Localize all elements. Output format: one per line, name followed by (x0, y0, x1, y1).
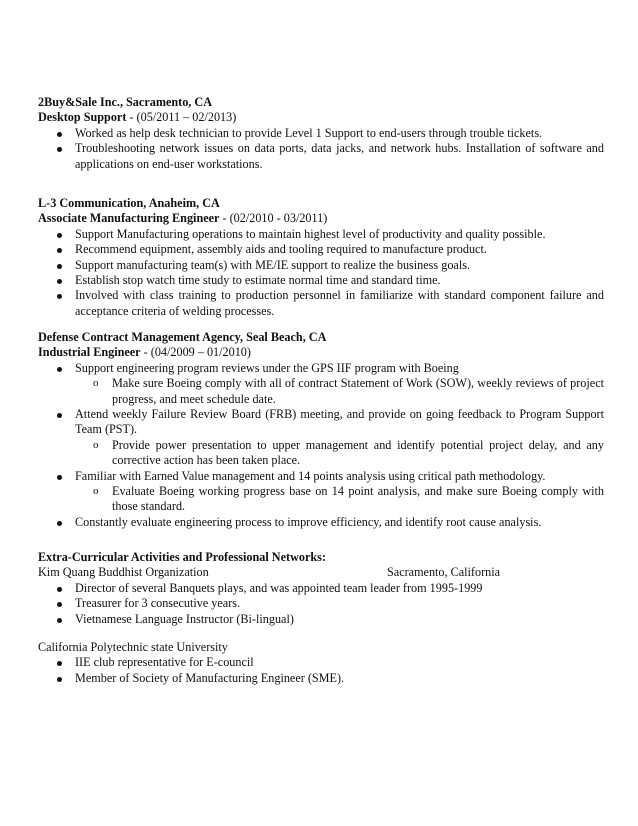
company-heading: 2Buy&Sale Inc., Sacramento, CA (38, 95, 213, 109)
job-title: Desktop Support (38, 110, 127, 125)
sub-duty-list (75, 484, 604, 515)
job-dates: - (02/2010 - 03/2011) (219, 211, 328, 226)
activity-item: Treasurer for 3 consecutive years. (38, 596, 604, 611)
extra-curricular-section (38, 550, 604, 627)
activity-list (38, 581, 604, 627)
section-heading: Extra-Curricular Activities and Professional Networks: (38, 550, 326, 564)
company-heading: Defense Contract Management Agency, Seal Beach, CA (38, 330, 327, 344)
job-dates: - (05/2011 – 02/2013) (126, 110, 237, 125)
job-dates: - (04/2009 – 01/2010) (140, 345, 251, 360)
duty-text: Attend weekly Failure Review Board (FRB) meeting, and provide on going feedback to Program Support Team (PST). (75, 407, 604, 437)
company-heading: L-3 Communication, Anaheim, CA (38, 196, 220, 210)
duty-list (38, 227, 604, 319)
org-location: Sacramento, California (387, 565, 501, 580)
duty-item: Involved with class training to production personnel in familiarize with standard component failure and acceptance criteria of welding processes. (38, 288, 604, 319)
org-line (38, 565, 604, 580)
duty-item (38, 469, 604, 515)
activity-item: IIE club representative for E-council (38, 655, 604, 670)
sub-duty-list (75, 438, 604, 469)
job-title-line (38, 345, 604, 360)
duty-item: Troubleshooting network issues on data ports, data jacks, and network hubs. Installation of software and applications on end-user workstations. (38, 141, 604, 172)
org-name: Kim Quang Buddhist Organization (38, 565, 209, 580)
duty-list (38, 126, 604, 172)
org-name: California Polytechnic state University (38, 640, 228, 654)
activity-item: Vietnamese Language Instructor (Bi-lingual) (38, 612, 604, 627)
sub-duty-item: o Make sure Boeing comply with all of contract Statement of Work (SOW), weekly reviews of project progress, and meet schedule date. (75, 376, 604, 407)
cal-poly-section (38, 640, 604, 686)
duty-item: Worked as help desk technician to provide Level 1 Support to end-users through trouble tickets. (38, 126, 604, 141)
activity-list (38, 655, 604, 686)
sub-duty-list (75, 376, 604, 407)
sub-duty-item: o Evaluate Boeing working progress base on 14 point analysis, and make sure Boeing comply with those standard. (75, 484, 604, 515)
activity-item: Director of several Banquets plays, and was appointed team leader from 1995-1999 (38, 581, 604, 596)
duty-item: Recommend equipment, assembly aids and tooling required to manufacture product. (38, 242, 604, 257)
activity-item: Member of Society of Manufacturing Engineer (SME). (38, 671, 604, 686)
job-title: Industrial Engineer (38, 345, 141, 360)
duty-item: Establish stop watch time study to estimate normal time and standard time. (38, 273, 604, 288)
job-2buysale (38, 95, 604, 172)
job-title-line (38, 110, 604, 125)
duty-item (38, 407, 604, 469)
duty-item: Support manufacturing team(s) with ME/IE support to realize the business goals. (38, 258, 604, 273)
duty-text: Support engineering program reviews under the GPS IIF program with Boeing (75, 360, 459, 375)
sub-duty-item: o Provide power presentation to upper management and identify potential project delay, and any corrective action has been taken place. (75, 438, 604, 469)
duty-item (38, 361, 604, 407)
duty-text: Familiar with Earned Value management and 14 points analysis using critical path methodology. (75, 468, 546, 483)
job-dcma (38, 330, 604, 530)
job-l3 (38, 196, 604, 319)
duty-list (38, 361, 604, 530)
job-title-line (38, 211, 604, 226)
job-title: Associate Manufacturing Engineer (38, 211, 220, 226)
duty-item: Constantly evaluate engineering process to improve efficiency, and identify root cause analysis. (38, 515, 604, 530)
duty-item: Support Manufacturing operations to maintain highest level of productivity and quality possible. (38, 227, 604, 242)
